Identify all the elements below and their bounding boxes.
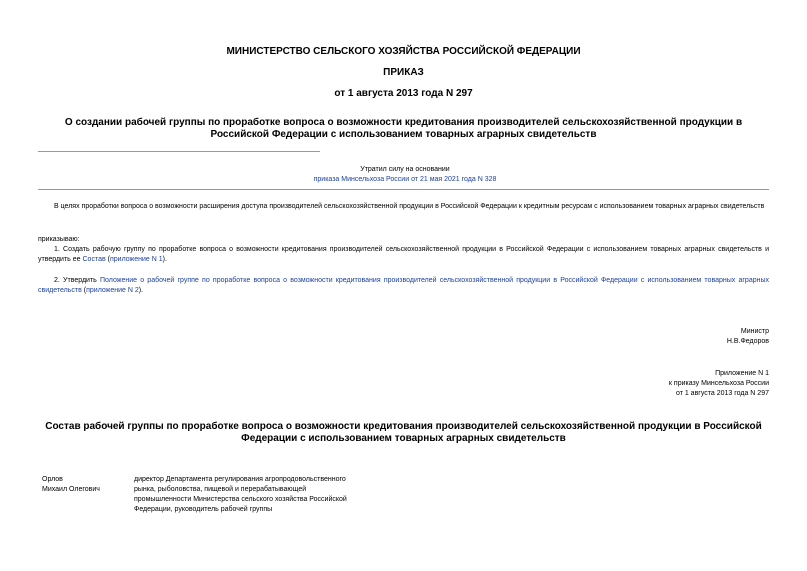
document-date: от 1 августа 2013 года N 297: [334, 88, 473, 99]
member-role-line: Федерации, руководитель рабочей группы: [134, 506, 273, 513]
item1-text: 1. Создать рабочую группу по проработке вопроса о возможности кредитования производителей сельскохозяйственной продукции в Российской Федерации с использованием товарных аграрных свидетельств и утвердить ее: [38, 246, 769, 263]
regulation-link[interactable]: Положение о рабочей группе по проработке вопроса о возможности кредитования производителей сельскохозяйственной продукции в Российской Федерации с использованием товарных аграрных свидетельств: [38, 277, 769, 294]
item1-paren: (: [105, 256, 110, 263]
item2-end: ).: [138, 287, 144, 294]
divider-short: [38, 151, 320, 152]
appendix-ref: к приказу Минсельхоза России: [668, 380, 769, 387]
member-role: [134, 475, 394, 515]
document-title: О создании рабочей группы по проработке вопроса о возможности кредитования производителей сельскохозяйственной продукции в Российской Федерации с использованием товарных аграрных свидетельств: [64, 117, 743, 140]
appendix-date: от 1 августа 2013 года N 297: [675, 390, 769, 397]
signature-name: Н.В.Федоров: [726, 338, 769, 345]
item1-end: ).: [162, 256, 167, 263]
divider-full: [38, 189, 769, 190]
item2-text: 2. Утвердить: [54, 277, 101, 284]
member-surname: Орлов: [42, 476, 63, 483]
basis-link[interactable]: приказа Минсельхоза России от 21 мая 2021 года N 328: [313, 176, 497, 183]
intro-paragraph: В целях проработки вопроса о возможности расширения доступа производителей сельскохозяйственной продукции в Российской Федерации к кредитным ресурсам с использованием товарных аграрных свидетельств: [54, 203, 765, 210]
order-word: приказываю:: [38, 236, 80, 243]
appendix-2-link[interactable]: приложение N 2: [86, 287, 139, 294]
member-role-line: промышленности Министерства сельского хозяйства Российской: [134, 496, 347, 503]
member-given-name: Михаил Олегович: [42, 486, 100, 493]
document-type: ПРИКАЗ: [383, 67, 424, 78]
appendix-label: Приложение N 1: [715, 370, 769, 377]
member-role-line: рынка, рыболовства, пищевой и перерабатывающей: [134, 486, 307, 493]
composition-link[interactable]: Состав: [82, 256, 106, 263]
order-item-2: [38, 276, 769, 296]
appendix-title: Состав рабочей группы по проработке вопроса о возможности кредитования производителей сельскохозяйственной продукции в Российской Федерации с использованием товарных аграрных свидетельств: [45, 421, 762, 444]
ministry-heading: МИНИСТЕРСТВО СЕЛЬСКОГО ХОЗЯЙСТВА РОССИЙСКОЙ ФЕДЕРАЦИИ: [226, 46, 581, 57]
signature-position: Министр: [740, 328, 769, 335]
order-item-1: [38, 245, 769, 265]
item2-paren: (: [81, 287, 87, 294]
lost-force-note: Утратил силу на основании: [360, 166, 450, 173]
member-role-line: директор Департамента регулирования агропродовольственного: [134, 476, 346, 483]
appendix-1-link[interactable]: приложение N 1: [109, 256, 163, 263]
